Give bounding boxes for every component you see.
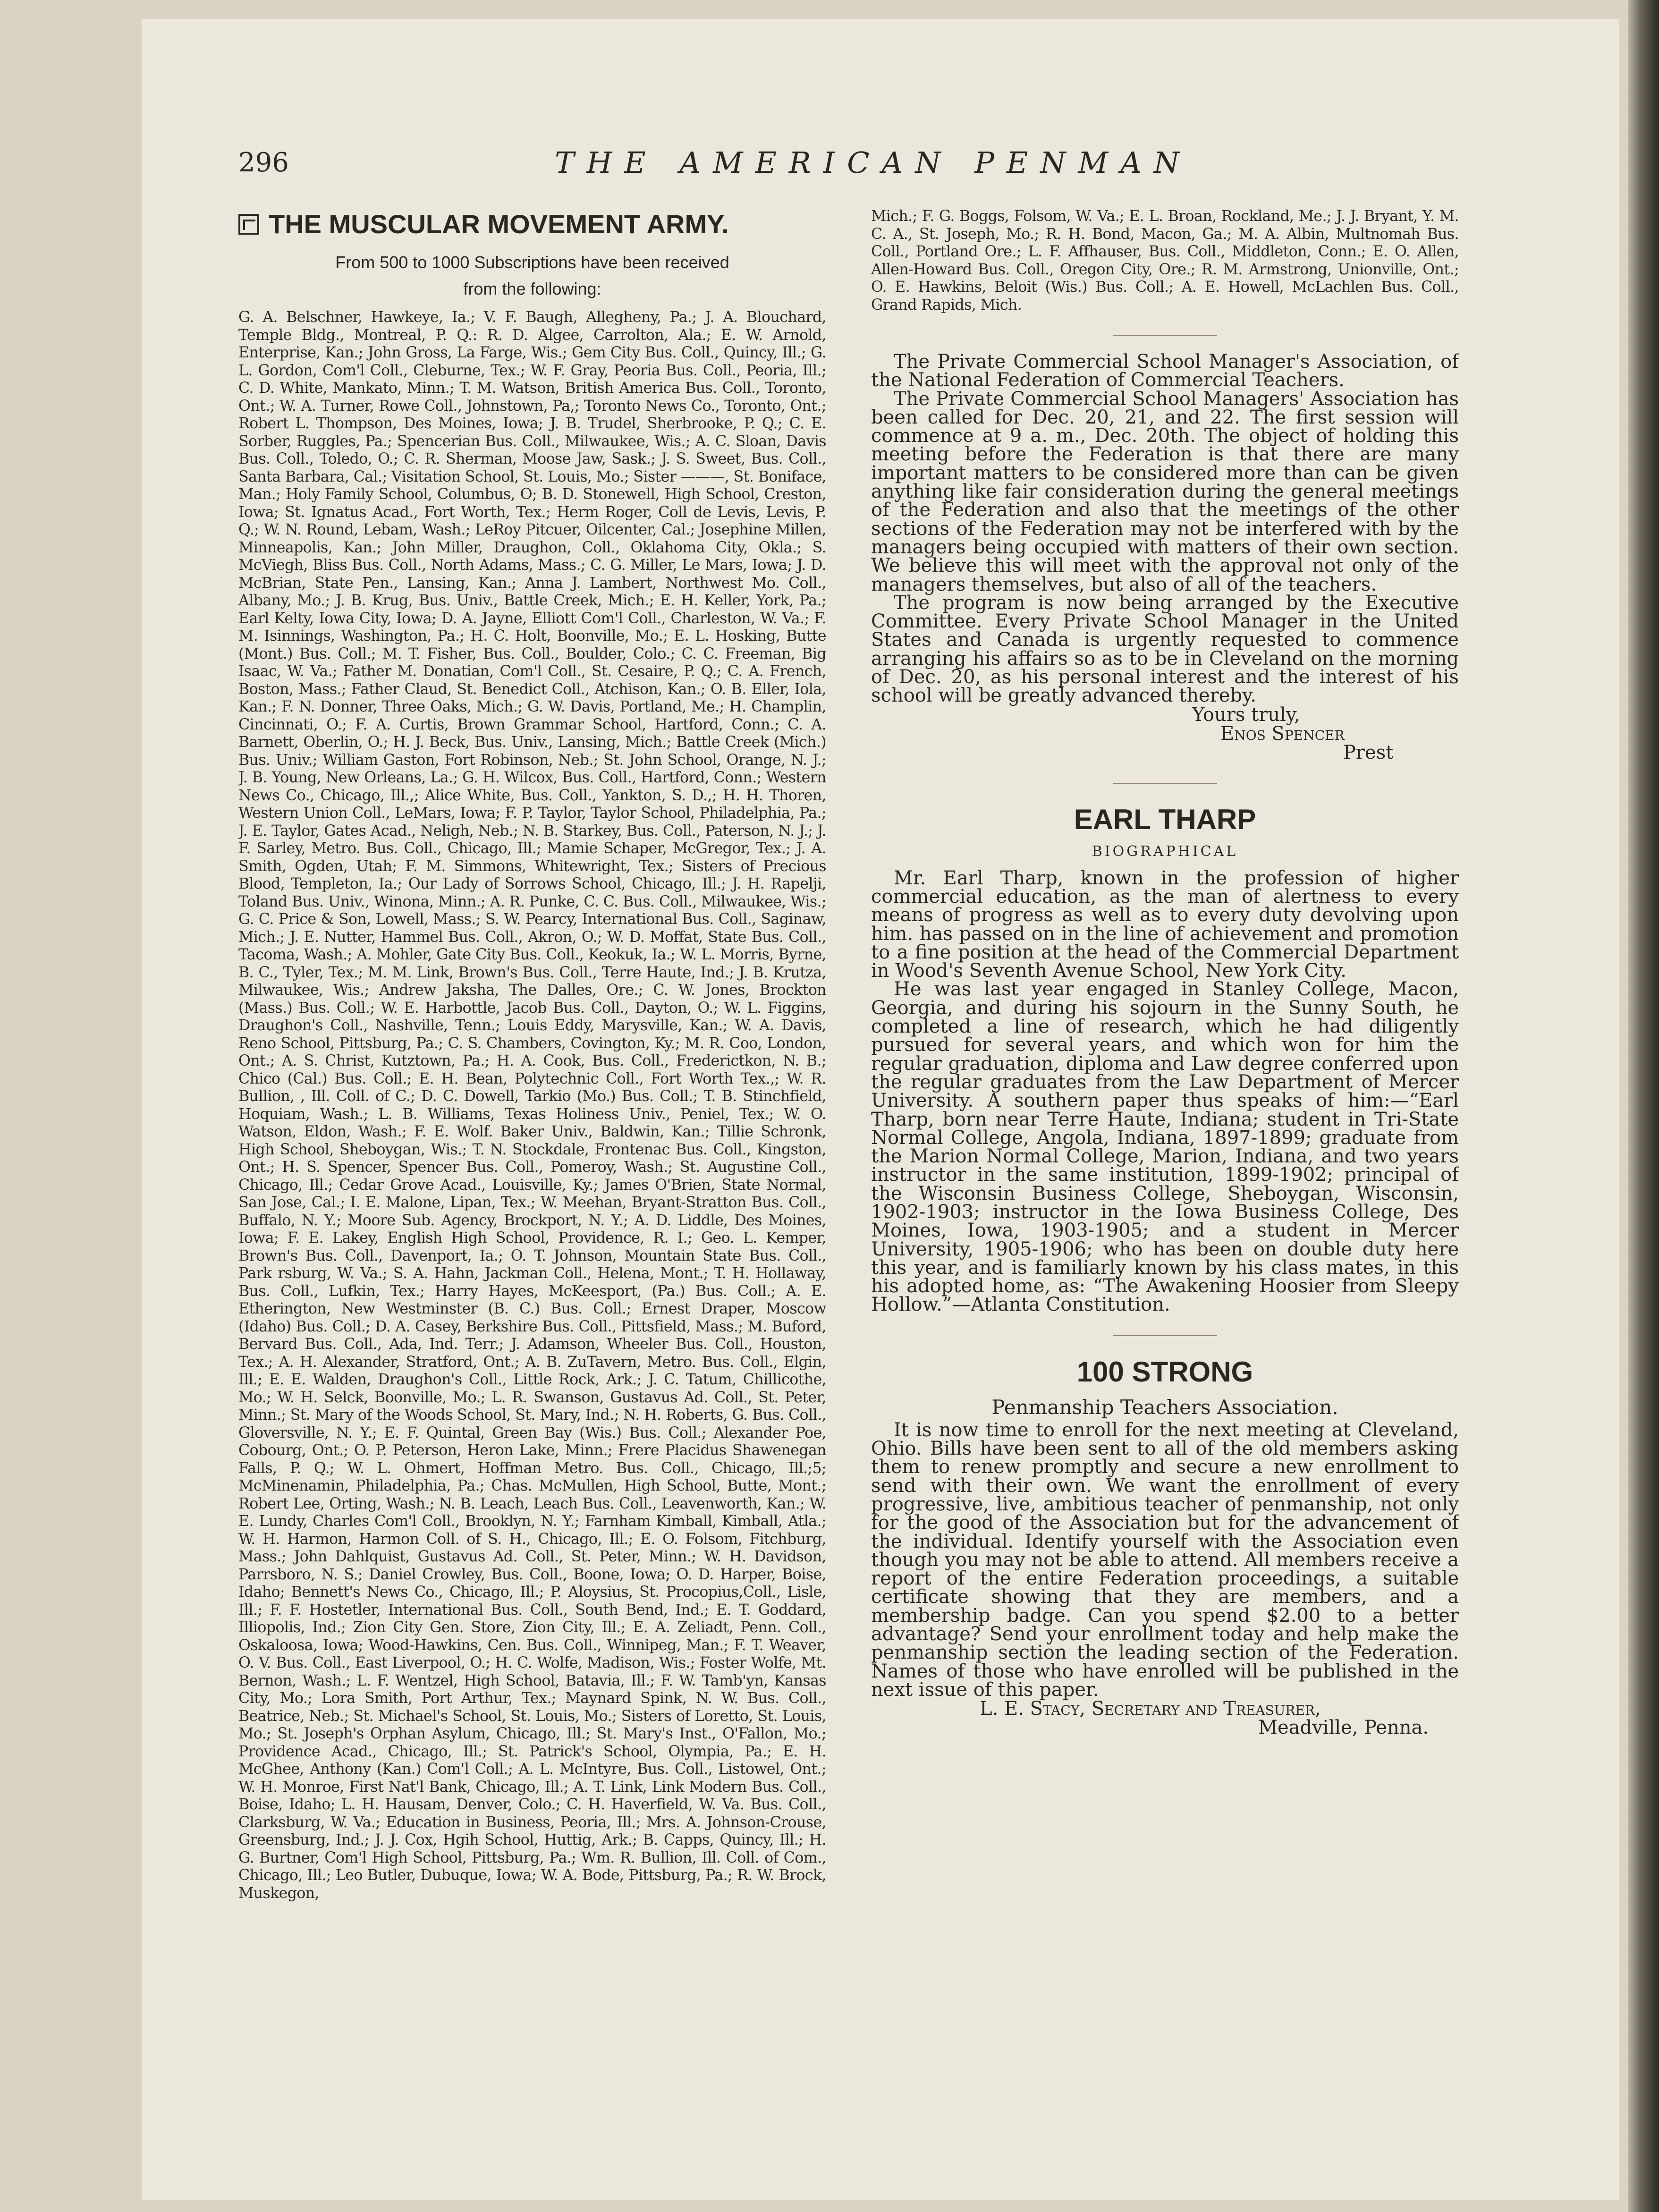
managers-closing: Yours truly, xyxy=(1192,703,1300,726)
page-number: 296 xyxy=(238,147,289,178)
subtitle-line-1: From 500 to 1000 Subscriptions have been received xyxy=(335,253,729,272)
tharp-label: BIOGRAPHICAL xyxy=(1092,843,1238,860)
hundred-strong-subtitle: Penmanship Teachers Association. xyxy=(991,1395,1338,1419)
managers-paragraph-1: The Private Commercial School Manager's Association, of the National Federation of Commercial Teachers. xyxy=(871,351,1459,391)
divider xyxy=(1113,335,1217,336)
managers-paragraph-2: The Private Commercial School Managers' Association has been called for Dec. 20, 21, and 22. The first session will commence at 9 a. m., Dec. 20th. The object of holding this meeting before the Federation is that there are many important matters to be considered more than can be given anything like fair consideration during the general meetings of the Federation and also that the meetings of the other sections of the Federation may not be interfered with by the managers being occupied with matters of their own section. We believe this will meet with the approval not only of the managers themselves, but also of all of the teachers. xyxy=(871,388,1459,595)
subscriber-list-continued: Mich.; F. G. Boggs, Folsom, W. Va.; E. L. Broan, Rockland, Me.; J. J. Bryant, Y. M. C. A., St. Joseph, Mo.; R. H. Bond, Macon, Ga.; M. A. Albin, Multnomah Bus. Coll., Portland Ore.; L. F. Affhauser, Bus. Coll., Middleton, Conn.; E. O. Allen, Allen-Howard Bus. Coll., Oregon City, Ore.; R. M. Armstrong, Unionville, Ont.; O. E. Hawkins, Beloit (Wis.) Bus. Coll.; A. E. Howell, McLachlen Bus. Coll., Grand Rapids, Mich. xyxy=(871,208,1459,314)
tharp-paragraph-1: Mr. Earl Tharp, known in the profession of higher commercial education, as the man of alertness to every means of progress as well as to every duty devolving upon him. has passed on in the line of achievement and promotion to a fine position at the head of the Commercial Department in Wood's Seventh Avenue School, New York City. xyxy=(871,867,1459,982)
right-column xyxy=(871,208,1459,2134)
journal-title: THE AMERICAN PENMAN xyxy=(555,145,1192,180)
divider xyxy=(1113,783,1217,784)
tharp-paragraph-2: He was last year engaged in Stanley College, Macon, Georgia, and during his sojourn in the Sunny South, he completed a line of research, which he had diligently pursued for several years, and which won for him the regular graduation, diploma and Law degree conferred upon the regular graduates from the Law Department of Mercer University. A southern paper thus speaks of him:—“Earl Tharp, born near Terre Haute, Indiana; student in Tri-State Normal College, Angola, Indiana, 1897-1899; graduate from the Marion Normal College, Marion, Indiana, and two years instructor in the same institution, 1899-1902; principal of the Wisconsin Business College, Sheboygan, Wisconsin, 1902-1903; instructor in the Iowa Business College, Des Moines, Iowa, 1903-1905; and a student in Mercer University, 1905-1906; who has been on double duty here this year, and is familiarly known by his class mates, in this his adopted home, as: “The Awakening Hoosier from Sleepy Hollow.”—Atlanta Constitution. xyxy=(871,978,1459,1316)
hundred-strong-signer: L. E. Stacy, Secretary and Treasurer, xyxy=(980,1698,1321,1720)
subscriptions-subtitle xyxy=(238,249,826,302)
flag-icon xyxy=(238,214,259,235)
hundred-strong-paragraph: It is now time to enroll for the next meeting at Cleveland, Ohio. Bills have been sent to all of the old members asking them to renew promptly and secure a new enrollment to send with their own. We want the enrollment of every progressive, live, ambitious teacher of penmanship, not only for the good of the Association but for the advancement of the individual. Identify yourself with the Association even though you may not be able to attend. All members receive a report of the entire Federation proceedings, a suitable certificate showing that they are members, and a membership badge. Can you spend $2.00 to a better advantage? Send your enrollment today and help make the penmanship section the leading section of the Federation. Names of those who have enrolled will be published in the next issue of this paper. xyxy=(871,1419,1459,1701)
running-head xyxy=(238,144,1461,186)
managers-signer-title: Prest xyxy=(1343,741,1394,763)
muscular-movement-title-text: THE MUSCULAR MOVEMENT ARMY. xyxy=(269,209,729,239)
muscular-movement-title xyxy=(238,208,826,241)
divider xyxy=(1113,1335,1217,1336)
managers-signer: Enos Spencer xyxy=(1220,722,1345,745)
hundred-strong-place: Meadville, Penna. xyxy=(1258,1717,1429,1739)
hundred-strong-title: 100 STRONG xyxy=(1076,1356,1253,1388)
managers-paragraph-3: The program is now being arranged by the Executive Committee. Every Private School Manager in the United States and Canada is urgently requested to commence arranging his affairs so as to be in Cleveland on the morning of Dec. 20, as his personal interest and the interest of his school will be greatly advanced thereby. xyxy=(871,592,1459,707)
subscriber-list: G. A. Belschner, Hawkeye, Ia.; V. F. Baugh, Allegheny, Pa.; J. A. Blouchard, Temple Bldg., Montreal, P. Q.: R. D. Algee, Carrolton, Ala.; E. W. Arnold, Enterprise, Kan.; John Gross, La Farge, Wis.; Gem City Bus. Coll., Quincy, Ill.; G. L. Gordon, Com'l Coll., Cleburne, Tex.; W. F. Gray, Peoria Bus. Coll., Peoria, Ill.; C. D. White, Mankato, Minn.; T. M. Watson, British America Bus. Coll., Toronto, Ont.; W. A. Turner, Rowe Coll., Johnstown, Pa,; Toronto News Co., Toronto, Ont.; Robert L. Thompson, Des Moines, Iowa; J. B. Trudel, Sherbrooke, P. Q.; C. E. Sorber, Ruggles, Pa.; Spencerian Bus. Coll., Milwaukee, Wis.; A. C. Sloan, Davis Bus. Coll., Toledo, O.; C. R. Sherman, Moose Jaw, Sask.; J. S. Sweet, Bus. Coll., Santa Barbara, Cal.; Visitation School, St. Louis, Mo.; Sister ———, St. Boniface, Man.; Holy Family School, Columbus, O; B. D. Stonewell, High School, Creston, Iowa; St. Ignatus Acad., Fort Worth, Tex.; Herm Roger, Coll de Levis, Levis, P. Q.; W. N. Round, Lebam, Wash.; LeRoy Pitcuer, Oilcenter, Cal.; Josephine Millen, Minneapolis, Kan.; John Miller, Draughon, Coll., Oklahoma City, Okla.; S. McViegh, Bliss Bus. Coll., North Adams, Mass.; C. G. Miller, Le Mars, Iowa; J. D. McBrian, State Pen., Lansing, Kan.; Anna J. Lambert, Northwest Mo. Coll., Albany, Mo.; J. B. Krug, Bus. Univ., Battle Creek, Mich.; E. H. Keller, York, Pa.; Earl Kelty, Iowa City, Iowa; D. A. Jayne, Elliott Com'l Coll., Charleston, W. Va.; F. M. Isinnings, Washington, Pa.; H. C. Holt, Boonville, Mo.; E. L. Hosking, Butte (Mont.) Bus. Coll.; M. T. Fisher, Bus. Coll., Boulder, Colo.; C. C. Freeman, Big Isaac, W. Va.; Father M. Donatian, Com'l Coll., St. Cesaire, P. Q.; C. A. French, Boston, Mass.; Father Claud, St. Benedict Coll., Atchison, Kan.; O. B. Eller, Iola, Kan.; F. N. Donner, Three Oaks, Mich.; G. W. Davis, Portland, Me.; H. Champlin, Cincinnati, O.; F. A. Curtis, Brown Grammar School, Hartford, Conn.; C. A. Barnett, Oberlin, O.; H. J. Beck, Bus. Univ., Lansing, Mich.; Battle Creek (Mich.) Bus. Univ.; William Gaston, Fort Robinson, Neb.; St. John School, Orange, N. J.; J. B. Young, New Orleans, La.; G. H. Wilcox, Bus. Coll., Hartford, Conn.; Western News Co., Chicago, Ill.,; Alice White, Bus. Coll., Yankton, S. D.,; H. H. Thoren, Western Union Coll., LeMars, Iowa; F. P. Taylor, Taylor School, Philadelphia, Pa.; J. E. Taylor, Gates Acad., Neligh, Neb.; N. B. Starkey, Bus. Coll., Paterson, N. J.; J. F. Sarley, Metro. Bus. Coll., Chicago, Ill.; Mamie Schaper, McGregor, Tex.; J. A. Smith, Ogden, Utah; F. M. Simmons, Whitewright, Tex.; Sisters of Precious Blood, Templeton, Ia.; Our Lady of Sorrows School, Chicago, Ill.; J. H. Rapelji, Toland Bus. Univ., Winona, Minn.; A. R. Punke, C. C. Bus. Coll., Milwaukee, Wis.; G. C. Price & Son, Lowell, Mass.; S. W. Pearcy, International Bus. Coll., Saginaw, Mich.; J. E. Nutter, Hammel Bus. Coll., Akron, O.; W. D. Moffat, State Bus. Coll., Tacoma, Wash.; A. Mohler, Gate City Bus. Coll., Keokuk, Ia.; W. L. Morris, Byrne, B. C., Tyler, Tex.; M. M. Link, Brown's Bus. Coll., Terre Haute, Ind.; J. B. Krutza, Milwaukee, Wis.; Andrew Jaksha, The Dalles, Ore.; C. W. Jones, Brockton (Mass.) Bus. Coll.; W. E. Harbottle, Jacob Bus. Coll., Dayton, O.; W. L. Figgins, Draughon's Coll., Nashville, Tenn.; Louis Eddy, Marysville, Kan.; W. A. Davis, Reno School, Pittsburg, Pa.; C. S. Chambers, Covington, Ky.; M. R. Coo, London, Ont.; A. S. Christ, Kutztown, Pa.; H. A. Cook, Bus. Coll., Frederictkon, N. B.; Chico (Cal.) Bus. Coll.; E. H. Bean, Polytechnic Coll., Fort Worth Tex.,; W. R. Bullion, , Ill. Coll. of C.; D. C. Dowell, Tarkio (Mo.) Bus. Coll.; T. B. Stinchfield, Hoquiam, Wash.; L. B. Williams, Texas Holiness Univ., Peniel, Tex.; W. O. Watson, Eldon, Wash.; F. E. Wolf. Baker Univ., Baldwin, Kan.; Tillie Schronk, High School, Sheboygan, Wis.; T. N. Stockdale, Frontenac Bus. Coll., Kingston, Ont.; H. S. Spencer, Spencer Bus. Coll., Pomeroy, Wash.; St. Augustine Coll., Chicago, Ill.; Cedar Grove Acad., Louisville, Ky.; James O'Brien, State Normal, San Jose, Cal.; I. E. Malone, Lipan, Tex.; W. Meehan, Bryant-Stratton Bus. Coll., Buffalo, N. Y.; Moore Sub. Agency, Brockport, N. Y.; A. D. Liddle, Des Moines, Iowa; F. E. Lakey, English High School, Providence, R. I.; Geo. L. Kemper, Brown's Bus. Coll., Davenport, Ia.; O. T. Johnson, Mountain State Bus. Coll., Park rsburg, W. Va.; S. A. Hahn, Jackman Coll., Helena, Mont.; T. H. Hollaway, Bus. Coll., Lufkin, Tex.; Harry Hayes, McKeesport, (Pa.) Bus. Coll.; A. E. Etherington, New Westminster (B. C.) Bus. Coll.; Ernest Draper, Moscow (Idaho) Bus. Coll.; D. A. Casey, Berkshire Bus. Coll., Pittsfield, Mass.; M. Buford, Bervard Bus. Coll., Ada, Ind. Terr.; J. Adamson, Wheeler Bus. Coll., Houston, Tex.; A. H. Alexander, Stratford, Ont.; A. B. ZuTavern, Metro. Bus. Coll., Elgin, Ill.; E. E. Walden, Draughon's Coll., Little Rock, Ark.; J. C. Tatum, Chillicothe, Mo.; W. H. Selck, Boonville, Mo.; L. R. Swanson, Gustavus Ad. Coll., St. Peter, Minn.; St. Mary of the Woods School, St. Mary, Ind.; N. H. Roberts, G. Bus. Coll., Gloversville, N. Y.; E. F. Quintal, Green Bay (Wis.) Bus. Coll.; Alexander Poe, Cobourg, Ont.; O. P. Peterson, Heron Lake, Minn.; Frere Placidus Shawenegan Falls, P. Q.; W. L. Ohmert, Hoffman Metro. Bus. Coll., Chicago, Ill.;5; McMinenamin, Philadelphia, Pa.; Chas. McMullen, High School, Butte, Mont.; Robert Lee, Orting, Wash.; N. B. Leach, Leach Bus. Coll., Leavenworth, Kan.; W. E. Lundy, Charles Com'l Coll., Brooklyn, N. Y.; Farnham Kimball, Kimball, Atla.; W. H. Harmon, Harmon Coll. of S. H., Chicago, Ill.; E. O. Folsom, Fitchburg, Mass.; John Dahlquist, Gustavus Ad. Coll., St. Peter, Minn.; W. H. Davidson, Parrsboro, N. S.; Daniel Crowley, Bus. Coll., Boone, Iowa; O. D. Harper, Boise, Idaho; Bennett's News Co., Chicago, Ill.; P. Aloysius, St. Procopius,Coll., Lisle, Ill.; F. F. Hostetler, International Bus. Coll., South Bend, Ind.; E. T. Goddard, Illiopolis, Ind.; Zion City Gen. Store, Zion City, Ill.; E. A. Zeliadt, Penn. Coll., Oskaloosa, Iowa; Wood-Hawkins, Cen. Bus. Coll., Winnipeg, Man.; F. T. Weaver, O. V. Bus. Coll., East Liverpool, O.; H. C. Wolfe, Madison, Wis.; Foster Wolfe, Mt. Bernon, Wash.; L. F. Wentzel, High School, Batavia, Ill.; F. W. Tamb'yn, Kansas City, Mo.; Lora Smith, Port Arthur, Tex.; Maynard Spink, N. W. Bus. Coll., Beatrice, Neb.; St. Michael's School, St. Louis, Mo.; Sisters of Loretto, St. Louis, Mo.; St. Joseph's Orphan Asylum, Chicago, Ill.; St. Mary's Inst., O'Fallon, Mo.; Providence Acad., Chicago, Ill.; St. Patrick's School, Olympia, Pa.; E. H. McGhee, Anthony (Kan.) Com'l Coll.; A. L. McIntyre, Bus. Coll., Listowel, Ont.; W. H. Monroe, First Nat'l Bank, Chicago, Ill.; A. T. Link, Link Modern Bus. Coll., Boise, Idaho; L. H. Hausam, Denver, Colo.; C. H. Haverfield, W. Va. Bus. Coll., Clarksburg, W. Va.; Education in Business, Peoria, Ill.; Mrs. A. Johnson-Crouse, Greensburg, Ind.; J. J. Cox, Hgih School, Huttig, Ark.; B. Capps, Quincy, Ill.; H. G. Burtner, Com'l High School, Pittsburg, Pa.; Wm. R. Bullion, Ill. Coll. of Com., Chicago, Ill.; Leo Butler, Dubuque, Iowa; W. A. Bode, Pittsburg, Pa.; R. W. Brock, Muskegon, xyxy=(238,309,826,1902)
subtitle-line-2: from the following: xyxy=(463,279,601,298)
left-column xyxy=(238,208,826,2134)
book-spine xyxy=(1628,0,1659,2212)
tharp-title: EARL THARP xyxy=(1074,803,1256,835)
